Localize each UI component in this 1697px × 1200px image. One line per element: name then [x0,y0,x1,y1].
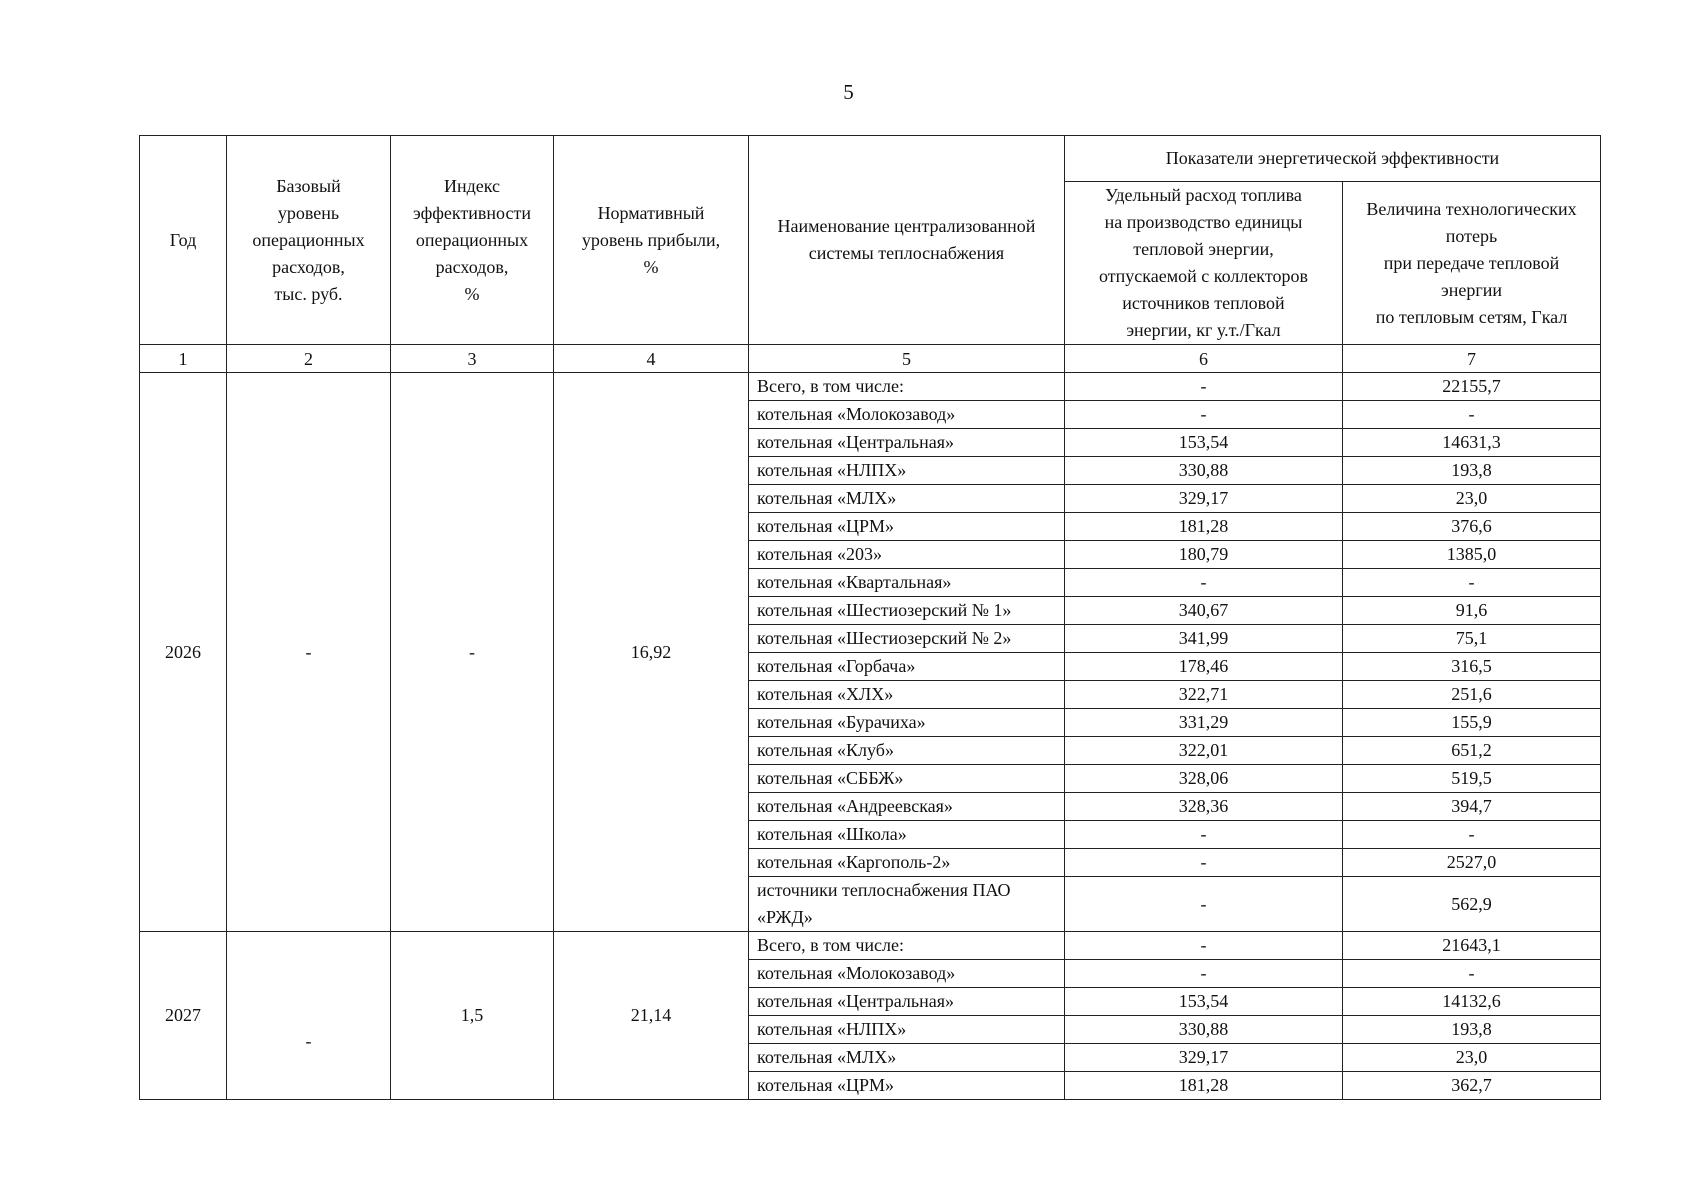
losses-cell: 376,6 [1343,513,1601,541]
losses-cell: 651,2 [1343,737,1601,765]
header-line: отпускаемой с коллекторов [1099,266,1308,286]
year-cell: 2026 [140,373,227,932]
system-name-cell: котельная «Андреевская» [749,793,1065,821]
system-name-cell: Всего, в том числе: [749,932,1065,960]
fuel-rate-cell: 330,88 [1065,1016,1343,1044]
header-efficiency-index [391,136,554,345]
losses-cell: 316,5 [1343,653,1601,681]
header-line: системы теплоснабжения [808,243,1005,263]
fuel-rate-cell: - [1065,569,1343,597]
fuel-rate-cell: - [1065,401,1343,429]
losses-cell: 519,5 [1343,765,1601,793]
normative-profit-cell: 21,14 [554,932,749,1100]
system-name-cell: котельная «Школа» [749,821,1065,849]
header-line: Величина технологических [1366,198,1577,219]
system-name-cell: Всего, в том числе: [749,373,1065,401]
system-name-cell: котельная «ЦРМ» [749,1072,1065,1100]
system-name-cell: котельная «МЛХ» [749,1044,1065,1072]
system-name-cell: источники теплоснабжения ПАО «РЖД» [749,877,1065,932]
normative-profit-cell: 16,92 [554,373,749,932]
column-number: 6 [1065,345,1343,373]
fuel-rate-cell: 340,67 [1065,597,1343,625]
header-line: Индекс [443,175,501,196]
header-losses [1343,182,1601,345]
fuel-rate-cell: 328,06 [1065,765,1343,793]
losses-cell: 251,6 [1343,681,1601,709]
header-year: Год [140,136,227,345]
system-name-cell: котельная «Клуб» [749,737,1065,765]
header-line: эффективности [413,202,531,223]
system-name-cell: котельная «ЦРМ» [749,513,1065,541]
column-number: 4 [554,345,749,373]
column-number: 2 [227,345,391,373]
energy-efficiency-table [139,135,1601,1100]
system-name-cell: котельная «Каргополь-2» [749,849,1065,877]
losses-cell: 362,7 [1343,1072,1601,1100]
fuel-rate-cell: - [1065,960,1343,988]
losses-cell: 75,1 [1343,625,1601,653]
column-number-row [140,345,1601,373]
system-name-cell: котельная «Горбача» [749,653,1065,681]
fuel-rate-cell: - [1065,849,1343,877]
fuel-rate-cell: - [1065,932,1343,960]
system-name-cell: котельная «Шестиозерский № 2» [749,625,1065,653]
losses-cell: 155,9 [1343,709,1601,737]
losses-cell: 22155,7 [1343,373,1601,401]
base-opex-cell: - [227,373,391,932]
header-line: Базовый [276,175,341,196]
fuel-rate-cell: - [1065,821,1343,849]
page-number: 5 [843,80,854,104]
header-line: операционных [415,229,529,250]
column-number: 1 [140,345,227,373]
header-energy-group: Показатели энергетической эффективности [1065,136,1601,182]
column-number: 3 [391,345,554,373]
base-opex-cell: - [227,932,391,1100]
fuel-rate-cell: 331,29 [1065,709,1343,737]
losses-cell: 23,0 [1343,1044,1601,1072]
losses-cell: - [1343,401,1601,429]
system-name-cell: котельная «Бурачиха» [749,709,1065,737]
header-line: Нормативный [597,202,705,223]
losses-cell: - [1343,569,1601,597]
system-name-cell: котельная «Молокозавод» [749,401,1065,429]
header-line: тыс. руб. [274,283,343,304]
header-line: расходов, [435,256,509,277]
losses-cell: 23,0 [1343,485,1601,513]
header-line: уровень [277,202,340,223]
system-name-cell: котельная «203» [749,541,1065,569]
header-line: на производство единицы [1104,212,1303,232]
header-line: потерь [1445,225,1498,246]
losses-cell: 562,9 [1343,877,1601,932]
fuel-rate-cell: - [1065,877,1343,932]
fuel-rate-cell: 322,01 [1065,737,1343,765]
header-line: источников тепловой [1122,293,1285,313]
system-name-cell: котельная «Шестиозерский № 1» [749,597,1065,625]
losses-cell: 394,7 [1343,793,1601,821]
losses-cell: - [1343,960,1601,988]
fuel-rate-cell: 153,54 [1065,429,1343,457]
fuel-rate-cell: 181,28 [1065,1072,1343,1100]
system-name-cell: котельная «Центральная» [749,429,1065,457]
header-line: энергии [1441,279,1502,300]
fuel-rate-cell: - [1065,373,1343,401]
header-line: % [464,283,480,304]
losses-cell: - [1343,821,1601,849]
fuel-rate-cell: 330,88 [1065,457,1343,485]
system-name-cell: котельная «СББЖ» [749,765,1065,793]
header-line: уровень прибыли, [581,229,721,250]
losses-cell: 91,6 [1343,597,1601,625]
losses-cell: 193,8 [1343,457,1601,485]
header-normative-profit [554,136,749,345]
year-cell: 2027 [140,932,227,1100]
header-line: % [643,256,659,277]
fuel-rate-cell: 153,54 [1065,988,1343,1016]
losses-cell: 193,8 [1343,1016,1601,1044]
table-body [140,373,1601,1100]
header-system-name [749,136,1065,345]
header-line: энергии, кг у.т./Гкал [1126,320,1281,340]
fuel-rate-cell: 178,46 [1065,653,1343,681]
fuel-rate-cell: 341,99 [1065,625,1343,653]
table-row [140,373,1601,401]
fuel-rate-cell: 329,17 [1065,485,1343,513]
system-name-cell: котельная «НЛПХ» [749,457,1065,485]
header-line: тепловой энергии, [1133,239,1274,259]
system-name-cell: котельная «Молокозавод» [749,960,1065,988]
fuel-rate-cell: 329,17 [1065,1044,1343,1072]
system-name-cell: котельная «НЛПХ» [749,1016,1065,1044]
header-line: по тепловым сетям, Гкал [1375,306,1568,327]
losses-cell: 1385,0 [1343,541,1601,569]
system-name-cell: котельная «Центральная» [749,988,1065,1016]
header-line: операционных [252,229,365,250]
column-number: 5 [749,345,1065,373]
losses-cell: 2527,0 [1343,849,1601,877]
losses-cell: 14631,3 [1343,429,1601,457]
losses-cell: 21643,1 [1343,932,1601,960]
header-base-opex [227,136,391,345]
efficiency-index-cell: - [391,373,554,932]
header-line: при передаче тепловой [1383,252,1560,273]
fuel-rate-cell: 322,71 [1065,681,1343,709]
header-fuel-rate [1065,182,1343,345]
table-row [140,932,1601,960]
system-name-cell: котельная «ХЛХ» [749,681,1065,709]
fuel-rate-cell: 181,28 [1065,513,1343,541]
header-line: расходов, [272,256,345,277]
fuel-rate-cell: 328,36 [1065,793,1343,821]
system-name-cell: котельная «МЛХ» [749,485,1065,513]
system-name-cell: котельная «Квартальная» [749,569,1065,597]
header-line: Наименование централизованной [777,216,1036,236]
efficiency-index-cell: 1,5 [391,932,554,1100]
losses-cell: 14132,6 [1343,988,1601,1016]
fuel-rate-cell: 180,79 [1065,541,1343,569]
column-number: 7 [1343,345,1601,373]
header-line: Удельный расход топлива [1105,185,1302,205]
